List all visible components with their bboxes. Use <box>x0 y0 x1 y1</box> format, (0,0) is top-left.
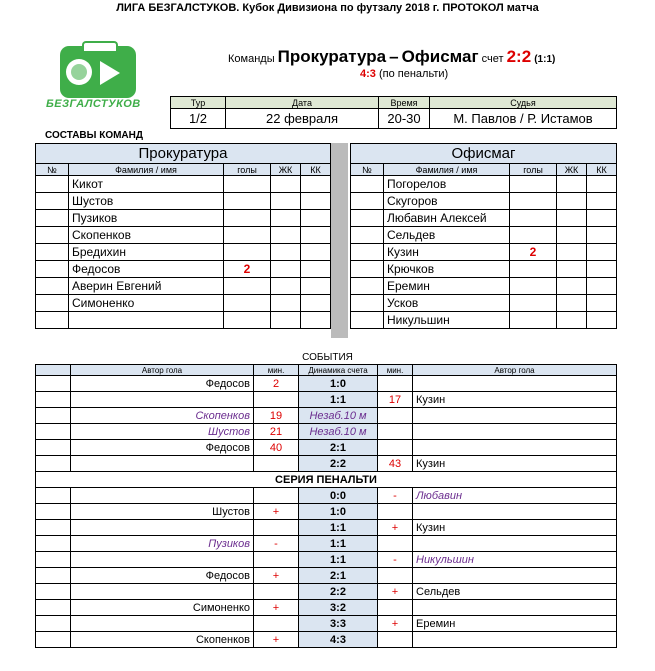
player-red-cards <box>301 295 331 312</box>
player-row <box>36 295 331 312</box>
minute-a: 2 <box>254 376 299 392</box>
date-value: 22 февраля <box>226 109 379 129</box>
player-red-cards <box>587 278 617 295</box>
col-goals: голы <box>510 164 557 176</box>
penalty-series-title: СЕРИЯ ПЕНАЛЬТИ <box>36 472 617 488</box>
player-yellow-cards <box>557 210 587 227</box>
minute-a: + <box>254 600 299 616</box>
row-blank <box>36 536 71 552</box>
penalty-row <box>36 552 617 568</box>
penalty-row <box>36 504 617 520</box>
score-dynamics: 2:1 <box>299 568 378 584</box>
player-name: Усков <box>384 295 510 312</box>
player-name: Крючков <box>384 261 510 278</box>
player-red-cards <box>301 210 331 227</box>
scorer-b <box>413 600 617 616</box>
penalty-line <box>360 68 448 80</box>
scorer-a: Шустов <box>71 424 254 440</box>
scorer-a: Скопенков <box>71 408 254 424</box>
player-number <box>36 278 69 295</box>
scorer-a: Пузиков <box>71 536 254 552</box>
player-goals <box>224 227 271 244</box>
scorer-b <box>413 440 617 456</box>
player-yellow-cards <box>271 176 301 193</box>
lineup-table-a <box>35 143 331 329</box>
player-name: Еремин <box>384 278 510 295</box>
player-name: Скугоров <box>384 193 510 210</box>
col-name: Фамилия / имя <box>384 164 510 176</box>
player-name: Бредихин <box>69 244 224 261</box>
player-number <box>351 210 384 227</box>
col-red: КК <box>587 164 617 176</box>
player-red-cards <box>301 312 331 329</box>
lineup-b-team: Офисмаг <box>351 144 617 164</box>
col-yellow: ЖК <box>557 164 587 176</box>
minute-a: + <box>254 632 299 648</box>
player-name: Никульшин <box>384 312 510 329</box>
score-dynamics: 3:3 <box>299 616 378 632</box>
player-red-cards <box>587 244 617 261</box>
player-red-cards <box>301 244 331 261</box>
player-red-cards <box>587 210 617 227</box>
scorer-b <box>413 424 617 440</box>
player-name <box>69 312 224 329</box>
player-number <box>351 227 384 244</box>
minute-a <box>254 488 299 504</box>
referee-header: Судья <box>430 97 617 109</box>
player-number <box>36 193 69 210</box>
player-goals <box>510 210 557 227</box>
player-red-cards <box>587 312 617 329</box>
player-number <box>36 210 69 227</box>
row-blank <box>36 568 71 584</box>
time-value: 20-30 <box>379 109 430 129</box>
minute-a: + <box>254 504 299 520</box>
player-row <box>351 312 617 329</box>
event-row <box>36 376 617 392</box>
col-name: Фамилия / имя <box>69 164 224 176</box>
scorer-b <box>413 536 617 552</box>
player-goals: 2 <box>224 261 271 278</box>
player-yellow-cards <box>557 227 587 244</box>
penalty-row <box>36 616 617 632</box>
scorer-b <box>413 568 617 584</box>
player-number <box>351 244 384 261</box>
col-number: № <box>36 164 69 176</box>
player-goals <box>510 227 557 244</box>
player-number <box>36 295 69 312</box>
scorer-a <box>71 584 254 600</box>
player-row <box>36 176 331 193</box>
events-title: СОБЫТИЯ <box>302 352 353 363</box>
scorer-b <box>413 376 617 392</box>
minute-a: 19 <box>254 408 299 424</box>
event-row <box>36 440 617 456</box>
lineup-table-b <box>350 143 617 329</box>
player-number <box>351 176 384 193</box>
logo-text: БЕЗГАЛСТУКОВ <box>46 98 141 110</box>
minute-a <box>254 392 299 408</box>
player-row <box>351 295 617 312</box>
player-yellow-cards <box>271 210 301 227</box>
penalty-row <box>36 584 617 600</box>
minute-b: + <box>378 520 413 536</box>
minute-a <box>254 616 299 632</box>
play-icon <box>100 61 120 85</box>
player-yellow-cards <box>557 261 587 278</box>
penalty-row <box>36 568 617 584</box>
player-row <box>351 176 617 193</box>
player-row <box>36 193 331 210</box>
player-name: Федосов <box>69 261 224 278</box>
scorer-a: Федосов <box>71 440 254 456</box>
player-row <box>351 193 617 210</box>
player-number <box>351 193 384 210</box>
round-header: Тур <box>171 97 226 109</box>
score-dynamics: 1:1 <box>299 392 378 408</box>
row-blank <box>36 584 71 600</box>
player-yellow-cards <box>271 244 301 261</box>
player-red-cards <box>301 193 331 210</box>
col-scorer-a: Автор гола <box>71 365 254 376</box>
player-number <box>351 295 384 312</box>
score-dynamics: 2:1 <box>299 440 378 456</box>
minute-b <box>378 568 413 584</box>
player-yellow-cards <box>557 295 587 312</box>
player-row <box>36 227 331 244</box>
row-blank <box>36 408 71 424</box>
player-name: Сельдев <box>384 227 510 244</box>
player-red-cards <box>301 176 331 193</box>
scorer-b: Сельдев <box>413 584 617 600</box>
row-blank <box>36 616 71 632</box>
event-row <box>36 408 617 424</box>
date-header: Дата <box>226 97 379 109</box>
minute-b: - <box>378 488 413 504</box>
player-yellow-cards <box>271 193 301 210</box>
player-row <box>351 261 617 278</box>
scorer-b <box>413 504 617 520</box>
player-yellow-cards <box>271 278 301 295</box>
player-row <box>36 210 331 227</box>
player-goals: 2 <box>510 244 557 261</box>
player-yellow-cards <box>557 312 587 329</box>
half-score: (1:1) <box>534 54 556 65</box>
player-number <box>36 176 69 193</box>
player-goals <box>224 210 271 227</box>
player-yellow-cards <box>557 193 587 210</box>
scorer-b: Никульшин <box>413 552 617 568</box>
event-row <box>36 456 617 472</box>
penalty-row <box>36 600 617 616</box>
col-goals: голы <box>224 164 271 176</box>
lineup-divider <box>331 143 348 338</box>
score-dynamics: 1:0 <box>299 376 378 392</box>
referee-value: М. Павлов / Р. Истамов <box>430 109 617 129</box>
scorer-a <box>71 488 254 504</box>
row-blank <box>36 392 71 408</box>
minute-b <box>378 424 413 440</box>
player-red-cards <box>301 227 331 244</box>
minute-a: + <box>254 568 299 584</box>
player-row <box>351 244 617 261</box>
team-a-name: Прокуратура <box>277 47 387 66</box>
score-dynamics: 1:1 <box>299 552 378 568</box>
player-row <box>351 210 617 227</box>
col-red: КК <box>301 164 331 176</box>
player-goals <box>510 295 557 312</box>
player-name: Погорелов <box>384 176 510 193</box>
minute-b <box>378 408 413 424</box>
row-blank <box>36 552 71 568</box>
bag-handle-icon <box>82 41 118 51</box>
penalty-row <box>36 632 617 648</box>
player-name: Пузиков <box>69 210 224 227</box>
player-row <box>36 278 331 295</box>
scorer-a: Скопенков <box>71 632 254 648</box>
minute-b <box>378 536 413 552</box>
player-yellow-cards <box>271 312 301 329</box>
row-blank <box>36 440 71 456</box>
player-red-cards <box>301 261 331 278</box>
round-value: 1/2 <box>171 109 226 129</box>
scorer-b: Кузин <box>413 520 617 536</box>
minute-a: 40 <box>254 440 299 456</box>
event-row <box>36 424 617 440</box>
scorer-b: Еремин <box>413 616 617 632</box>
scorer-b <box>413 408 617 424</box>
score-dynamics: Незаб.10 м <box>299 424 378 440</box>
score-dynamics: 1:1 <box>299 536 378 552</box>
minute-b: 17 <box>378 392 413 408</box>
score-dynamics: 1:0 <box>299 504 378 520</box>
minute-a <box>254 520 299 536</box>
scorer-a <box>71 552 254 568</box>
penalty-row <box>36 520 617 536</box>
minute-b: - <box>378 552 413 568</box>
final-score: 2:2 <box>506 47 532 66</box>
row-blank <box>36 424 71 440</box>
minute-a: - <box>254 536 299 552</box>
player-name: Симоненко <box>69 295 224 312</box>
player-row <box>36 244 331 261</box>
minute-a <box>254 456 299 472</box>
player-number <box>36 227 69 244</box>
event-row <box>36 392 617 408</box>
player-red-cards <box>587 193 617 210</box>
minute-a: 21 <box>254 424 299 440</box>
player-name: Любавин Алексей <box>384 210 510 227</box>
player-yellow-cards <box>271 295 301 312</box>
teams-label: Команды <box>228 53 275 65</box>
scorer-b: Любавин <box>413 488 617 504</box>
player-red-cards <box>301 278 331 295</box>
player-goals <box>510 261 557 278</box>
col-score-dynamics: Динамика счета <box>299 365 378 376</box>
col-scorer-b: Автор гола <box>413 365 617 376</box>
minute-a <box>254 552 299 568</box>
scorer-a <box>71 456 254 472</box>
row-blank <box>36 376 71 392</box>
penalty-label: (по пенальти) <box>378 68 449 80</box>
minute-b: + <box>378 616 413 632</box>
team-dash: – <box>389 47 399 66</box>
player-number <box>36 244 69 261</box>
ball-icon <box>66 59 92 85</box>
player-number <box>36 261 69 278</box>
minute-b <box>378 632 413 648</box>
player-number <box>351 312 384 329</box>
player-goals <box>224 312 271 329</box>
scorer-a <box>71 616 254 632</box>
scorer-a <box>71 392 254 408</box>
score-dynamics: 3:2 <box>299 600 378 616</box>
league-logo <box>60 46 136 98</box>
player-name: Аверин Евгений <box>69 278 224 295</box>
player-row <box>36 312 331 329</box>
player-row <box>36 261 331 278</box>
player-goals <box>510 312 557 329</box>
time-header: Время <box>379 97 430 109</box>
score-dynamics: 4:3 <box>299 632 378 648</box>
row-blank <box>36 600 71 616</box>
events-table <box>35 364 617 648</box>
player-red-cards <box>587 176 617 193</box>
match-info-table <box>170 96 617 129</box>
minute-b: + <box>378 584 413 600</box>
score-dynamics: 1:1 <box>299 520 378 536</box>
player-yellow-cards <box>271 261 301 278</box>
minute-b <box>378 504 413 520</box>
col-min-b: мин. <box>378 365 413 376</box>
row-blank <box>36 456 71 472</box>
col-yellow: ЖК <box>271 164 301 176</box>
document-title: ЛИГА БЕЗГАЛСТУКОВ. Кубок Дивизиона по футзалу 2018 г. ПРОТОКОЛ матча <box>116 2 539 14</box>
player-goals <box>224 295 271 312</box>
scorer-b: Кузин <box>413 456 617 472</box>
player-name: Кикот <box>69 176 224 193</box>
penalty-row <box>36 536 617 552</box>
player-row <box>351 227 617 244</box>
player-number <box>351 261 384 278</box>
minute-a <box>254 584 299 600</box>
player-name: Скопенков <box>69 227 224 244</box>
col-blank <box>36 365 71 376</box>
player-red-cards <box>587 227 617 244</box>
player-red-cards <box>587 295 617 312</box>
penalty-score: 4:3 <box>360 68 376 80</box>
player-row <box>351 278 617 295</box>
scorer-a: Федосов <box>71 568 254 584</box>
scorer-a: Федосов <box>71 376 254 392</box>
score-label: счет <box>481 53 504 65</box>
lineup-a-team: Прокуратура <box>36 144 331 164</box>
col-number: № <box>351 164 384 176</box>
player-goals <box>510 278 557 295</box>
score-dynamics: 2:2 <box>299 584 378 600</box>
player-goals <box>224 193 271 210</box>
row-blank <box>36 504 71 520</box>
player-number <box>351 278 384 295</box>
player-goals <box>224 244 271 261</box>
minute-b <box>378 376 413 392</box>
col-min-a: мин. <box>254 365 299 376</box>
row-blank <box>36 520 71 536</box>
scorer-b: Кузин <box>413 392 617 408</box>
scorer-a <box>71 520 254 536</box>
player-goals <box>510 193 557 210</box>
scorer-a: Симоненко <box>71 600 254 616</box>
minute-b <box>378 600 413 616</box>
player-goals <box>510 176 557 193</box>
player-yellow-cards <box>557 278 587 295</box>
team-b-name: Офисмаг <box>401 47 479 66</box>
row-blank <box>36 488 71 504</box>
player-red-cards <box>587 261 617 278</box>
teams-line <box>228 47 555 67</box>
player-yellow-cards <box>557 176 587 193</box>
minute-b: 43 <box>378 456 413 472</box>
player-number <box>36 312 69 329</box>
score-dynamics: Незаб.10 м <box>299 408 378 424</box>
player-yellow-cards <box>271 227 301 244</box>
minute-b <box>378 440 413 456</box>
scorer-b <box>413 632 617 648</box>
player-goals <box>224 278 271 295</box>
score-dynamics: 2:2 <box>299 456 378 472</box>
lineups-title: СОСТАВЫ КОМАНД <box>45 130 143 141</box>
score-dynamics: 0:0 <box>299 488 378 504</box>
penalty-row <box>36 488 617 504</box>
scorer-a: Шустов <box>71 504 254 520</box>
player-name: Шустов <box>69 193 224 210</box>
player-name: Кузин <box>384 244 510 261</box>
player-yellow-cards <box>557 244 587 261</box>
row-blank <box>36 632 71 648</box>
player-goals <box>224 176 271 193</box>
